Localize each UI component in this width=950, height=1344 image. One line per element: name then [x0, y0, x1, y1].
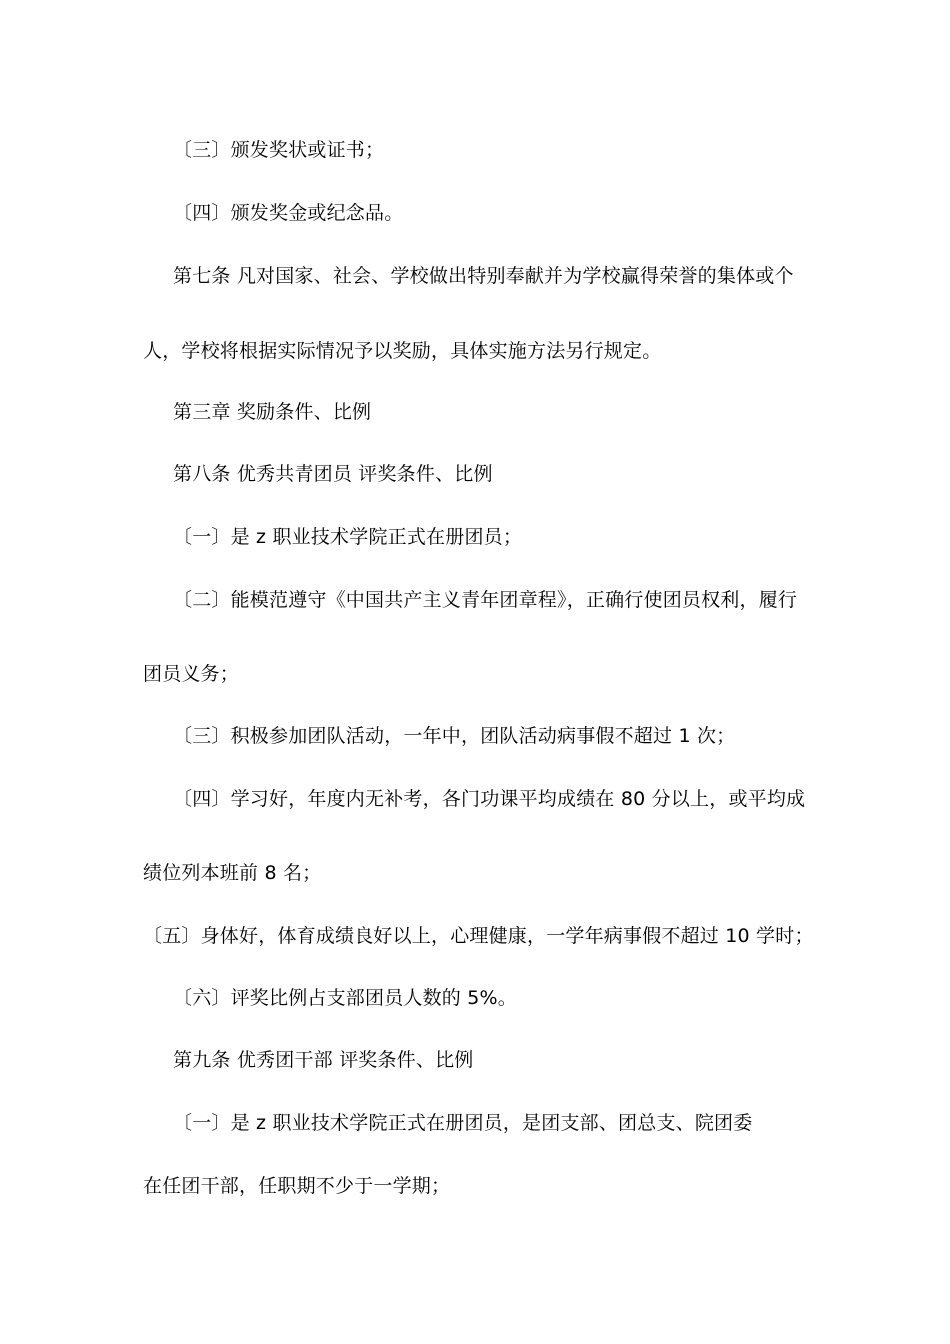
- article-8-item-1: 〔一〕是 z 职业技术学院正式在册团员；: [173, 526, 523, 548]
- clause-3-award-certificate: 〔三〕颁发奖状或证书；: [173, 139, 385, 161]
- article-8-item-3: 〔三〕积极参加团队活动，一年中，团队活动病事假不超过 1 次；: [173, 725, 736, 747]
- article-9-item-1-line-1: 〔一〕是 z 职业技术学院正式在册团员，是团支部、团总支、院团委: [173, 1112, 753, 1134]
- article-8-item-2-line-2: 团员义务；: [143, 663, 240, 685]
- clause-4-bonus-souvenir: 〔四〕颁发奖金或纪念品。: [173, 202, 404, 224]
- article-7-line-2: 人，学校将根据实际情况予以奖励，具体实施方法另行规定。: [143, 340, 662, 362]
- article-9-item-1-line-2: 在任团干部，任职期不少于一学期；: [143, 1175, 451, 1197]
- chapter-3-heading: 第三章 奖励条件、比例: [173, 401, 372, 423]
- article-8-item-4-line-2: 绩位列本班前 8 名；: [143, 862, 322, 884]
- article-8-item-6: 〔六〕评奖比例占支部团员人数的 5%。: [173, 987, 517, 1009]
- article-8-heading: 第八条 优秀共青团员 评奖条件、比例: [173, 463, 493, 485]
- article-8-item-4-line-1: 〔四〕学习好，年度内无补考，各门功课平均成绩在 80 分以上，或平均成: [173, 788, 806, 810]
- article-7-line-1: 第七条 凡对国家、社会、学校做出特别奉献并为学校赢得荣誉的集体或个: [173, 265, 794, 287]
- article-9-heading: 第九条 优秀团干部 评奖条件、比例: [173, 1049, 474, 1071]
- article-8-item-2-line-1: 〔二〕能模范遵守《中国共产主义青年团章程》，正确行使团员权利，履行: [173, 589, 798, 611]
- article-8-item-5: 〔五〕身体好，体育成绩良好以上，心理健康，一学年病事假不超过 10 学时；: [143, 925, 814, 947]
